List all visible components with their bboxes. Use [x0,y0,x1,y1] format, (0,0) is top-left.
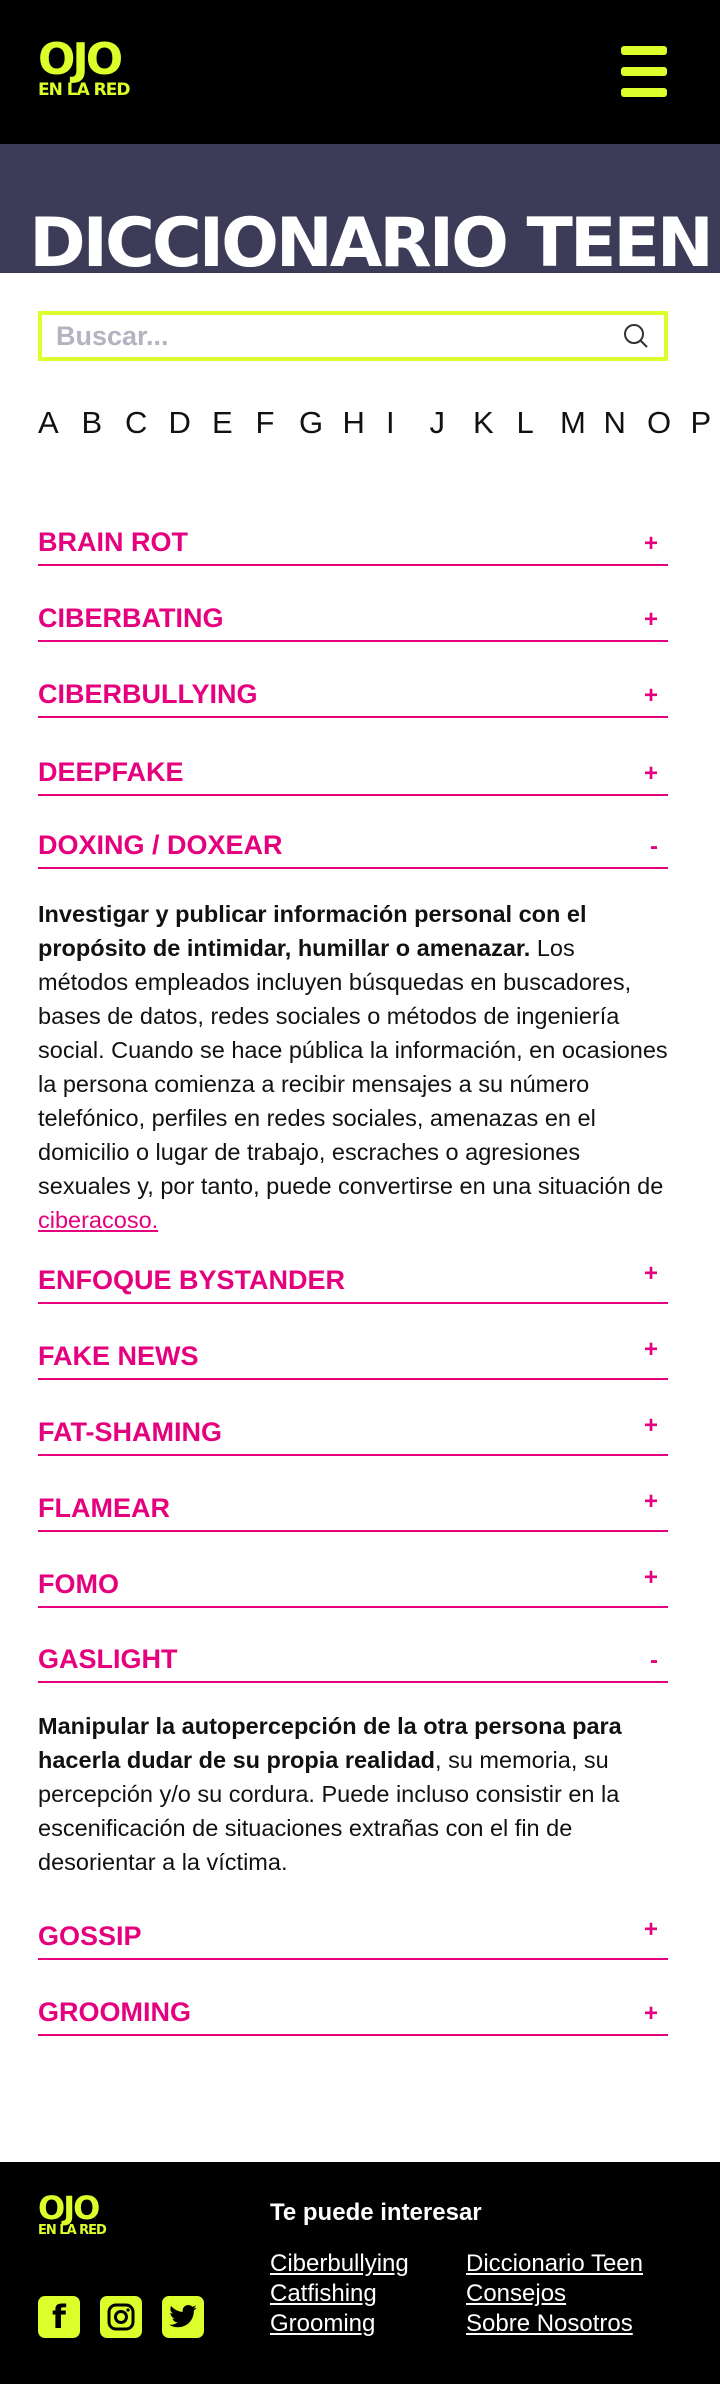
expand-icon[interactable]: + [643,682,658,709]
search-icon[interactable] [622,322,650,350]
doxing-definition [38,897,668,1237]
expand-icon[interactable]: + [643,1916,658,1943]
term-gaslight[interactable] [38,1643,668,1683]
letter-link[interactable]: J [429,405,445,440]
term-label: GROOMING [38,1997,191,2027]
footer-link[interactable]: Ciberbullying [270,2250,409,2277]
search-input[interactable] [56,321,622,352]
letter-link[interactable]: H [342,405,365,440]
site-footer [0,2162,720,2384]
definition-text: , su memoria, su percepción y/o su cordura. Puede incluso consistir en la escenificación de situaciones extrañas con el fin de desorientar a la víctima. [38,1747,620,1875]
definition-bold: Manipular la autopercepción de la otra persona para hacerla dudar de su propia realidad [38,1713,622,1773]
expand-icon[interactable]: + [643,1336,658,1363]
letter-link[interactable]: E [212,405,233,440]
logo-bottom: EN LA RED [38,80,130,100]
footer-link[interactable]: Sobre Nosotros [466,2310,633,2337]
expand-icon[interactable]: + [643,760,658,787]
expand-icon[interactable]: + [643,1412,658,1439]
footer-logo[interactable] [38,2189,106,2238]
term-label: GASLIGHT [38,1644,178,1674]
letter-link[interactable]: C [125,405,148,440]
letter-link[interactable]: M [560,405,586,440]
term-label: FAT-SHAMING [38,1417,222,1447]
term-label: GOSSIP [38,1921,142,1951]
collapse-icon[interactable]: - [650,833,658,860]
term-label: FLAMEAR [38,1493,170,1523]
gaslight-definition [38,1709,668,1879]
footer-link[interactable]: Catfishing [270,2280,377,2307]
term-grooming[interactable] [38,1996,668,2036]
footer-link[interactable]: Diccionario Teen [466,2250,643,2277]
logo-bottom: EN LA RED [38,2223,106,2238]
letter-link[interactable]: D [168,405,191,440]
letter-link[interactable]: B [81,405,103,440]
footer-heading: Te puede interesar [270,2199,482,2226]
term-deepfake[interactable] [38,756,668,796]
term-enfoque-bystander[interactable] [38,1260,668,1304]
expand-icon[interactable]: + [643,2000,658,2027]
term-label: DEEPFAKE [38,757,184,787]
collapse-icon[interactable]: - [650,1647,658,1674]
ciberacoso-link[interactable]: ciberacoso. [38,1207,159,1233]
letter-link[interactable]: F [255,405,275,440]
alphabet-nav [38,405,720,441]
term-label: CIBERBULLYING [38,679,258,709]
term-gossip[interactable] [38,1916,668,1960]
twitter-icon[interactable] [162,2296,204,2338]
term-label: BRAIN ROT [38,527,188,557]
term-label: DOXING / DOXEAR [38,830,283,860]
letter-link[interactable]: K [473,405,494,440]
term-ciberbating[interactable] [38,602,668,642]
expand-icon[interactable]: + [643,1260,658,1287]
letter-link[interactable]: P [690,405,712,440]
term-ciberbullying[interactable] [38,678,668,718]
hero-band [0,144,720,273]
letter-link[interactable]: I [386,405,395,440]
definition-bold: Investigar y publicar información personal con el propósito de intimidar, humillar o amenazar. [38,901,587,961]
facebook-icon[interactable]: f [38,2296,80,2338]
expand-icon[interactable]: + [643,1488,658,1515]
term-label: FOMO [38,1569,119,1599]
expand-icon[interactable]: + [643,1564,658,1591]
term-fomo[interactable] [38,1564,668,1608]
term-label: CIBERBATING [38,603,224,633]
site-logo[interactable] [38,34,130,100]
expand-icon[interactable]: + [643,606,658,633]
logo-top: OJO [38,34,121,85]
footer-link[interactable]: Grooming [270,2310,376,2337]
site-header [0,0,720,144]
term-fat-shaming[interactable] [38,1412,668,1456]
term-label: ENFOQUE BYSTANDER [38,1265,346,1295]
expand-icon[interactable]: + [643,530,658,557]
letter-link[interactable]: O [647,405,672,440]
term-flamear[interactable] [38,1488,668,1532]
term-brain-rot[interactable] [38,526,668,566]
hamburger-menu-icon[interactable] [621,46,667,96]
term-doxing[interactable] [38,829,668,869]
footer-link[interactable]: Consejos [466,2280,567,2307]
letter-link[interactable]: G [299,405,324,440]
letter-link[interactable]: A [38,405,59,440]
letter-link[interactable]: L [516,405,534,440]
term-fake-news[interactable] [38,1336,668,1380]
logo-top: OJO [38,2189,99,2227]
term-label: FAKE NEWS [38,1341,199,1371]
definition-text: Los métodos empleados incluyen búsquedas en buscadores, bases de datos, redes sociales o métodos de ingeniería social. Cuando se hace pública la información, en ocasiones la persona comienza a recibir mensajes a su número telefónico, perfiles en redes sociales, amenazas en el domicilio o lugar de trabajo, escraches o agresiones sexuales y, por tanto, puede convertirse en una situación de [38,935,668,1199]
instagram-icon[interactable] [100,2296,142,2338]
search-box[interactable] [38,311,668,361]
page-title: DICCIONARIO TEEN [29,204,711,273]
letter-link[interactable]: N [603,405,626,440]
